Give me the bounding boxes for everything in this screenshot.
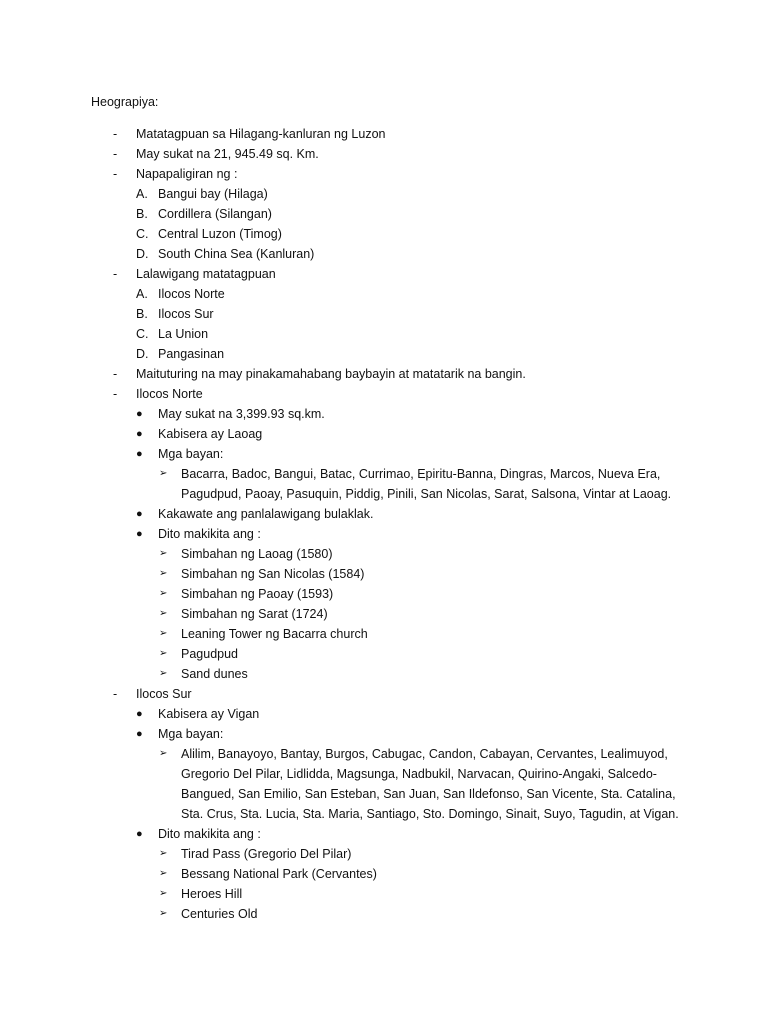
arrow-right-icon: ➢: [159, 848, 168, 859]
list-item: [0, 844, 768, 864]
list-item-text: Pangasinan: [158, 347, 225, 361]
arrow-right-icon: ➢: [159, 868, 168, 879]
arrow-right-icon: ➢: [159, 648, 168, 659]
page-title: Heograpiya:: [91, 95, 159, 109]
list-item: [0, 884, 768, 904]
letter-marker: A.: [136, 187, 148, 201]
letter-marker: D.: [136, 247, 149, 261]
list-item-text: Maituturing na may pinakamahabang baybayin at matatarik na bangin.: [136, 367, 526, 381]
list-item: [0, 624, 768, 644]
list-item: [0, 644, 768, 664]
list-item-text: Sand dunes: [181, 667, 248, 681]
letter-marker: C.: [136, 227, 149, 241]
list-item-continuation: [0, 804, 768, 824]
list-item-continuation: [0, 484, 768, 504]
list-item-text: Lalawigang matatagpuan: [136, 267, 276, 281]
list-item-text: Kabisera ay Laoag: [158, 427, 263, 441]
bullet-icon: ●: [136, 708, 143, 720]
list-item-text: Tirad Pass (Gregorio Del Pilar): [181, 847, 352, 861]
list-item-text: Matatagpuan sa Hilagang-kanluran ng Luzon: [136, 127, 386, 141]
list-item: [0, 324, 768, 344]
list-item-text: Ilocos Sur: [158, 307, 214, 321]
dash-marker: -: [113, 687, 118, 701]
dash-marker: -: [113, 367, 118, 381]
list-item: [0, 224, 768, 244]
list-item: [0, 444, 768, 464]
dash-marker: -: [113, 127, 118, 141]
arrow-right-icon: ➢: [159, 568, 168, 579]
list-item: [0, 184, 768, 204]
list-item-text: Bangui bay (Hilaga): [158, 187, 268, 201]
list-item-text: Bacarra, Badoc, Bangui, Batac, Currimao, Epiritu-Banna, Dingras, Marcos, Nueva Era,: [181, 467, 661, 481]
list-item: [0, 704, 768, 724]
bullet-icon: ●: [136, 508, 143, 520]
outline-list: [0, 124, 768, 924]
list-item-text: Ilocos Sur: [136, 687, 192, 701]
arrow-right-icon: ➢: [159, 548, 168, 559]
list-item-text: Cordillera (Silangan): [158, 207, 272, 221]
list-item-text: Central Luzon (Timog): [158, 227, 282, 241]
list-item: [0, 544, 768, 564]
list-item-text: Leaning Tower ng Bacarra church: [181, 627, 368, 641]
list-item: [0, 304, 768, 324]
list-item-text: Simbahan ng San Nicolas (1584): [181, 567, 365, 581]
bullet-icon: ●: [136, 528, 143, 540]
list-item-text: May sukat na 3,399.93 sq.km.: [158, 407, 325, 421]
list-item-text: Simbahan ng Sarat (1724): [181, 607, 328, 621]
list-item-text: Ilocos Norte: [158, 287, 225, 301]
list-item-text: May sukat na 21, 945.49 sq. Km.: [136, 147, 319, 161]
arrow-right-icon: ➢: [159, 668, 168, 679]
list-item-text: La Union: [158, 327, 209, 341]
list-item: [0, 464, 768, 484]
dash-marker: -: [113, 167, 118, 181]
letter-marker: C.: [136, 327, 149, 341]
dash-marker: -: [113, 387, 118, 401]
letter-marker: B.: [136, 207, 148, 221]
list-item: [0, 524, 768, 544]
list-item: [0, 904, 768, 924]
list-item-text: Simbahan ng Paoay (1593): [181, 587, 334, 601]
list-item: [0, 124, 768, 144]
list-item-text: Kakawate ang panlalawigang bulaklak.: [158, 507, 374, 521]
list-item: [0, 404, 768, 424]
list-item: [0, 164, 768, 184]
list-item: [0, 384, 768, 404]
list-item-text: South China Sea (Kanluran): [158, 247, 315, 261]
list-item-text: Mga bayan:: [158, 727, 224, 741]
arrow-right-icon: ➢: [159, 888, 168, 899]
list-item: [0, 424, 768, 444]
list-item: [0, 204, 768, 224]
list-item: [0, 284, 768, 304]
list-item-text: Dito makikita ang :: [158, 827, 261, 841]
bullet-icon: ●: [136, 428, 143, 440]
arrow-right-icon: ➢: [159, 468, 168, 479]
list-item-text: Napapaligiran ng :: [136, 167, 238, 181]
list-item: [0, 724, 768, 744]
list-item: [0, 504, 768, 524]
list-item-text: Heroes Hill: [181, 887, 243, 901]
list-item-text: Bangued, San Emilio, San Esteban, San Juan, San Ildefonso, San Vicente, Sta. Catalina,: [181, 787, 676, 801]
list-item: [0, 584, 768, 604]
list-item: [0, 244, 768, 264]
list-item: [0, 864, 768, 884]
list-item-text: Simbahan ng Laoag (1580): [181, 547, 333, 561]
list-item: [0, 684, 768, 704]
list-item-text: Ilocos Norte: [136, 387, 203, 401]
list-item-continuation: [0, 784, 768, 804]
list-item-text: Pagudpud: [181, 647, 239, 661]
list-item-text: Gregorio Del Pilar, Lidlidda, Magsunga, Nadbukil, Narvacan, Quirino-Angaki, Salcedo-: [181, 767, 657, 781]
list-item-text: Pagudpud, Paoay, Pasuquin, Piddig, Pinili, San Nicolas, Sarat, Salsona, Vintar at Laoag.: [181, 487, 672, 501]
list-item: [0, 824, 768, 844]
list-item-text: Bessang National Park (Cervantes): [181, 867, 377, 881]
letter-marker: B.: [136, 307, 148, 321]
list-item: [0, 364, 768, 384]
dash-marker: -: [113, 267, 118, 281]
list-item-text: Alilim, Banayoyo, Bantay, Burgos, Cabugac, Candon, Cabayan, Cervantes, Lealimuyod,: [181, 747, 668, 761]
letter-marker: D.: [136, 347, 149, 361]
list-item: [0, 744, 768, 764]
list-item-text: Dito makikita ang :: [158, 527, 261, 541]
list-item-text: Sta. Crus, Sta. Lucia, Sta. Maria, Santiago, Sto. Domingo, Sinait, Suyo, Tagudin, at Vigan.: [181, 807, 679, 821]
list-item: [0, 344, 768, 364]
bullet-icon: ●: [136, 448, 143, 460]
letter-marker: A.: [136, 287, 148, 301]
list-item: [0, 604, 768, 624]
bullet-icon: ●: [136, 408, 143, 420]
arrow-right-icon: ➢: [159, 608, 168, 619]
list-item-continuation: [0, 764, 768, 784]
list-item: [0, 144, 768, 164]
arrow-right-icon: ➢: [159, 628, 168, 639]
list-item: [0, 664, 768, 684]
bullet-icon: ●: [136, 728, 143, 740]
bullet-icon: ●: [136, 828, 143, 840]
dash-marker: -: [113, 147, 118, 161]
list-item: [0, 264, 768, 284]
list-item-text: Kabisera ay Vigan: [158, 707, 260, 721]
arrow-right-icon: ➢: [159, 748, 168, 759]
arrow-right-icon: ➢: [159, 588, 168, 599]
list-item-text: Centuries Old: [181, 907, 258, 921]
list-item-text: Mga bayan:: [158, 447, 224, 461]
list-item: [0, 564, 768, 584]
arrow-right-icon: ➢: [159, 908, 168, 919]
